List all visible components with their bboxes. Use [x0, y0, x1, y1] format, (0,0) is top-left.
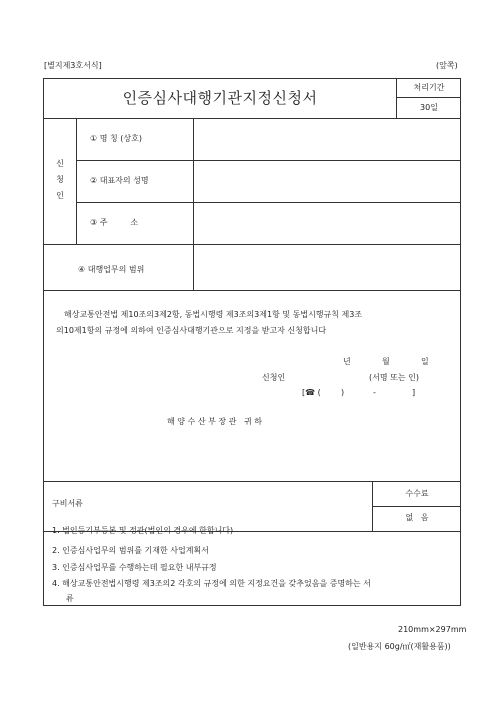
applicant-label-2: 청	[56, 175, 64, 184]
name-field[interactable]	[196, 121, 458, 158]
address-field[interactable]	[196, 205, 458, 242]
date-day: 일	[421, 357, 429, 366]
name-label: ① 명 칭 (상호)	[90, 134, 142, 143]
document-item-4-cont: 류	[66, 594, 74, 603]
date-year: 년	[343, 357, 351, 366]
fee-value: 없 음	[405, 513, 429, 522]
date-month: 월	[382, 357, 390, 366]
recipient: 해 양 수 산 부 장 관 귀 하	[167, 417, 262, 426]
form-number: [별지제3호서식]	[44, 61, 102, 70]
phone-end: ]	[412, 388, 416, 397]
paper-size: 210mm×297mm	[398, 625, 467, 634]
sign-note: (서명 또는 인)	[369, 373, 419, 382]
applicant-label-3: 인	[56, 191, 64, 200]
statement-line-2: 의10제1항의 규정에 의하여 인증심사대행기관으로 지정을 받고자 신청합니다	[56, 326, 327, 335]
paper-type: (일반용지 60g/㎡(재활용품))	[348, 642, 451, 651]
document-item-2: 2. 인증심사업무의 범위를 기재한 사업계획서	[52, 546, 209, 555]
representative-label: ② 대표자의 성명	[90, 176, 149, 185]
applicant-label-1: 신	[56, 159, 64, 168]
applicant-sign-label: 신청인	[262, 373, 286, 382]
scope-field[interactable]	[196, 247, 458, 288]
processing-label: 처리기간	[413, 83, 445, 92]
representative-field[interactable]	[196, 163, 458, 200]
address-label: ③ 주 소	[90, 218, 139, 227]
phone-dash: -	[373, 388, 376, 397]
processing-period: 30일	[420, 103, 438, 112]
documents-title: 구비서류	[52, 499, 83, 508]
form-title: 인증심사대행기관지정신청서	[122, 89, 318, 107]
scope-label: ④ 대행업무의 범위	[78, 265, 145, 274]
fee-label: 수수료	[405, 489, 429, 498]
statement-line-1: 해상교통안전법 제10조의3제2항, 동법시행령 제3조의3제1항 및 동법시행규칙 제3조	[64, 310, 363, 319]
document-item-3: 3. 인증심사업무를 수행하는데 필요한 내부규정	[52, 563, 217, 572]
phone-close: )	[341, 388, 345, 397]
document-item-1: 1. 법인등기부등본 및 정관(법인의 경우에 한합니다)	[52, 526, 234, 535]
phone-open: [☎ (	[302, 388, 321, 397]
document-item-4: 4. 해상교통안전법시행령 제3조의2 각호의 규정에 의한 지정요건을 갖추었음을 증명하는 서	[52, 579, 371, 588]
page-side: (앞쪽)	[436, 61, 458, 70]
